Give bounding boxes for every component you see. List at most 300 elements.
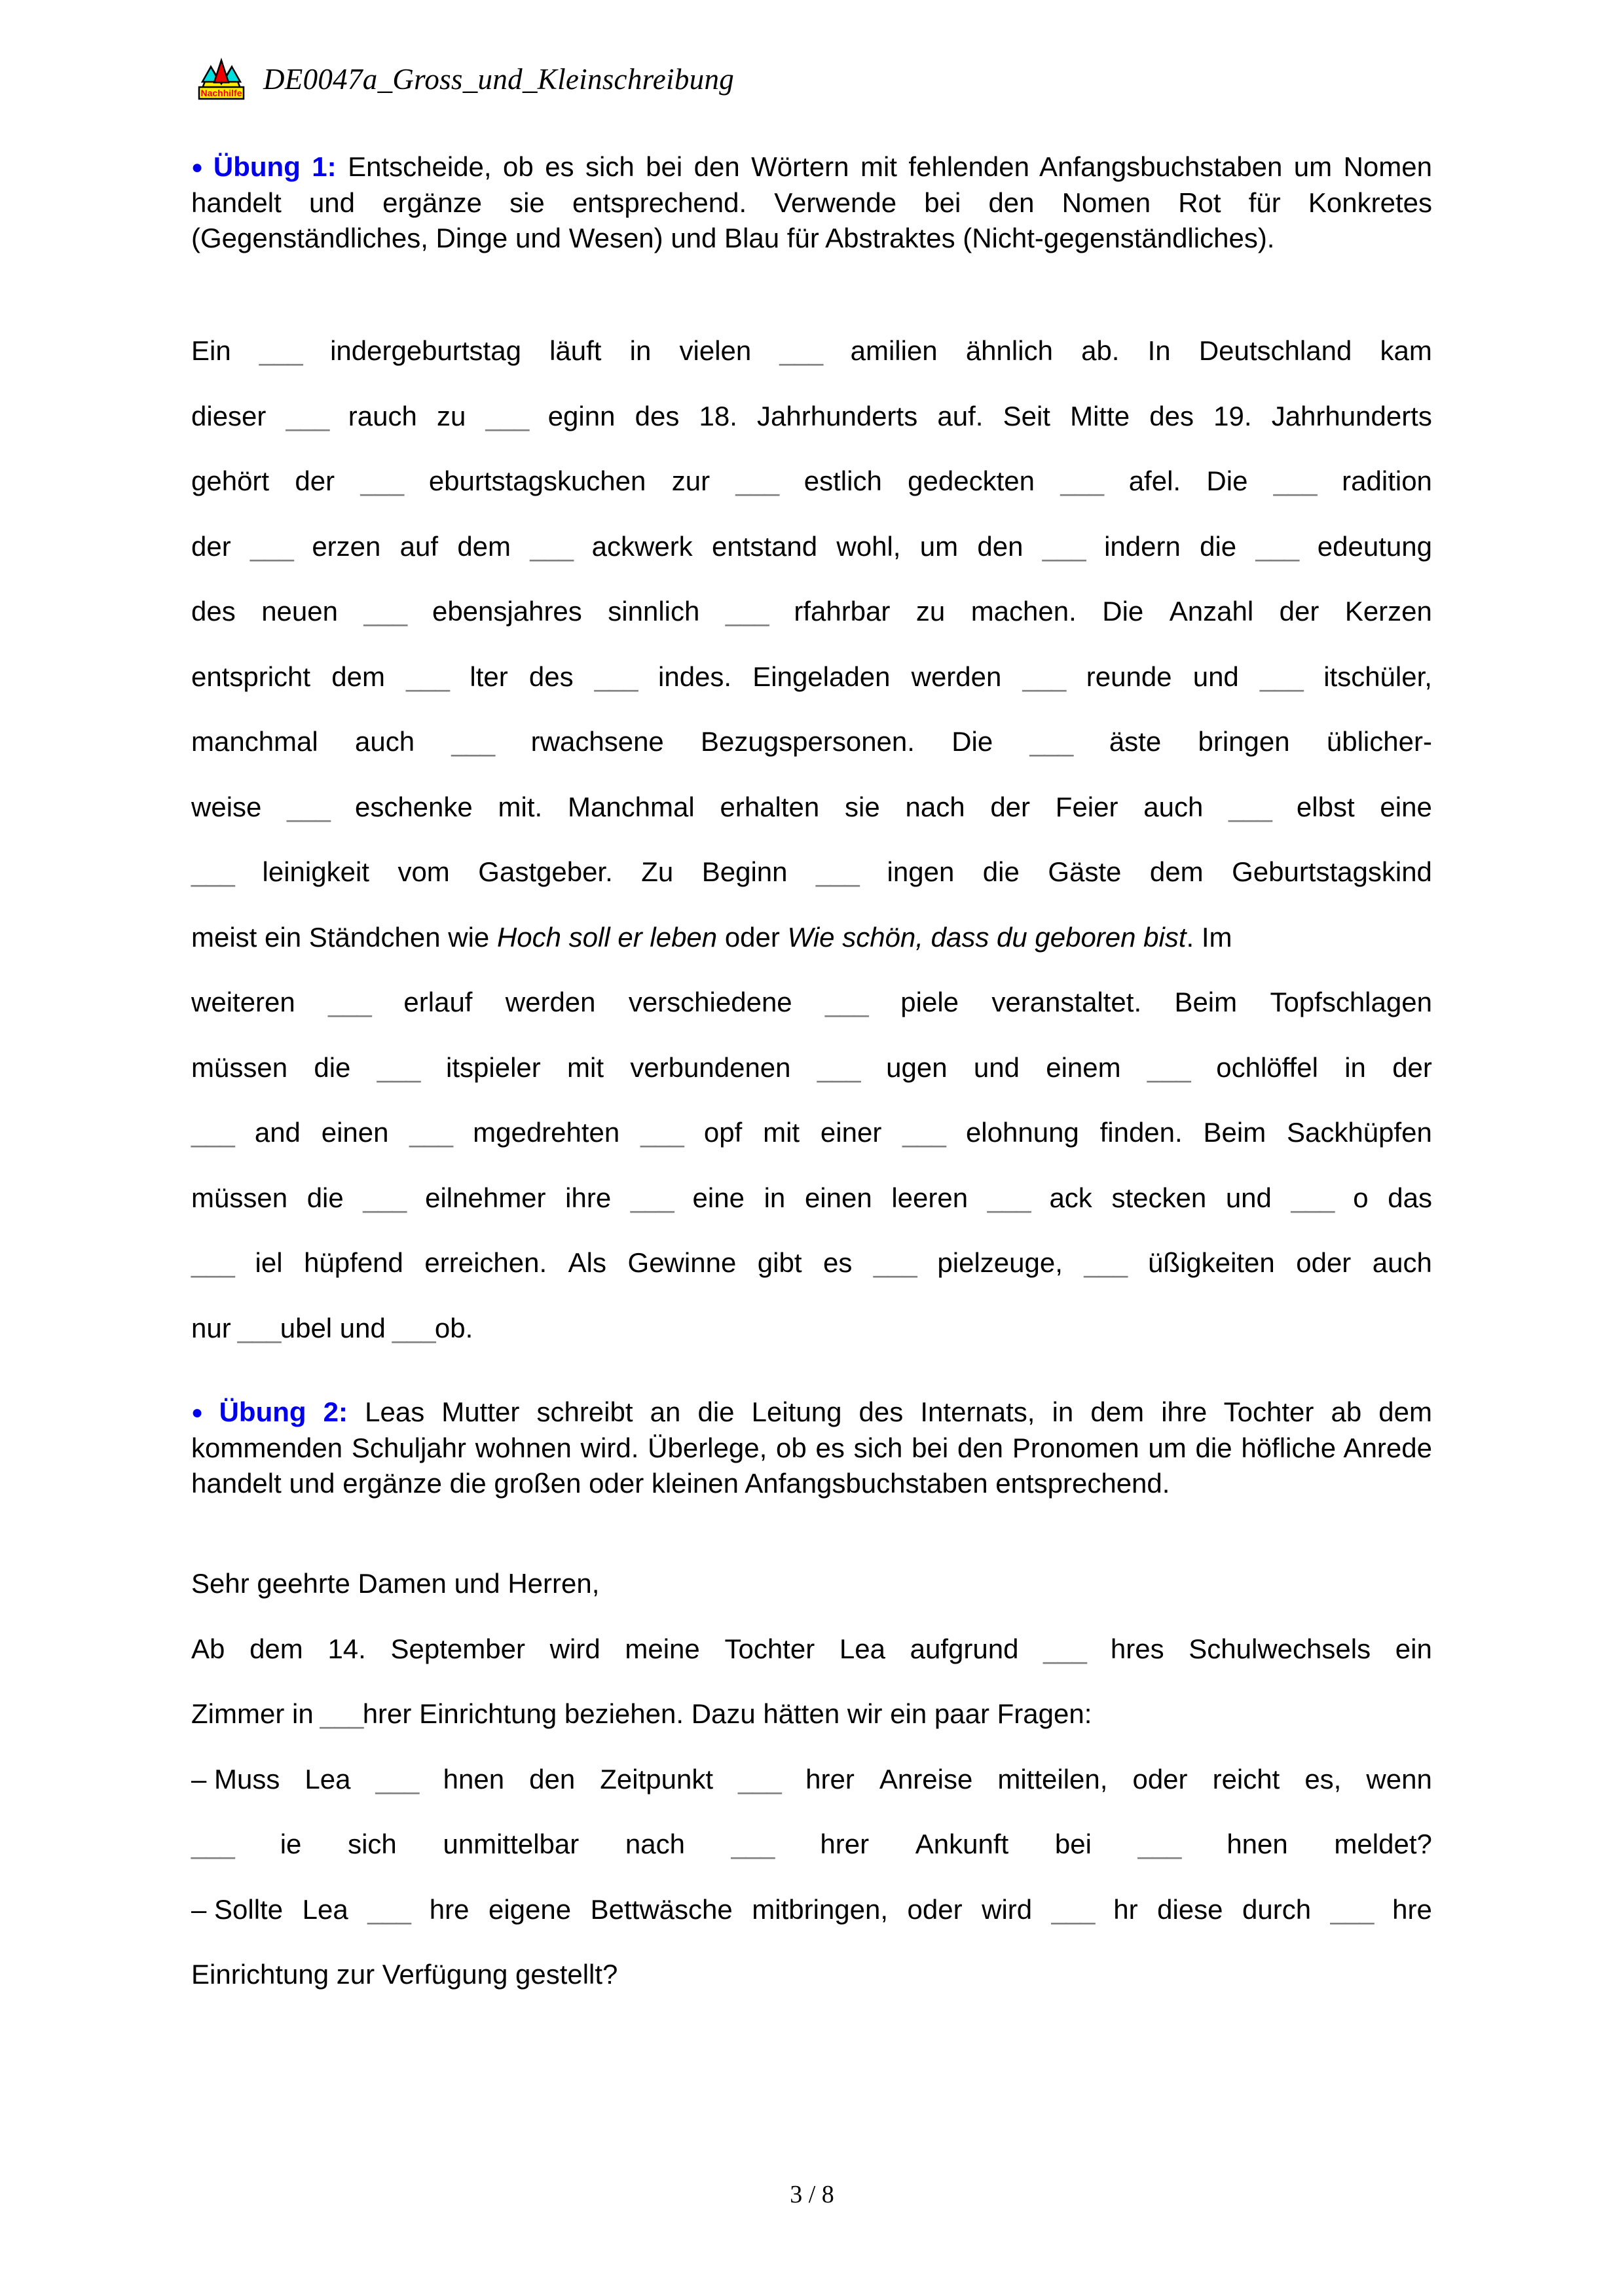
text-segment: es, bbox=[1304, 1763, 1342, 1795]
fill-in-blank[interactable]: ___ bbox=[1255, 530, 1299, 562]
text-segment: eine bbox=[692, 1182, 745, 1213]
text-segment: ein bbox=[257, 921, 302, 953]
fill-in-blank[interactable]: ___ bbox=[409, 1117, 452, 1148]
text-segment: Lea bbox=[839, 1633, 885, 1664]
text-segment: edeutung bbox=[1317, 530, 1432, 562]
text-segment: äste bbox=[1109, 726, 1162, 757]
text-segment: den bbox=[977, 530, 1024, 562]
fill-in-blank[interactable]: ___ bbox=[1228, 791, 1272, 822]
text-segment: einen bbox=[321, 1117, 389, 1148]
text-segment: . Im bbox=[1186, 921, 1232, 953]
text-segment: mitbringen, bbox=[752, 1893, 889, 1925]
text-segment: wird bbox=[982, 1893, 1033, 1925]
text-segment: Gäste bbox=[1048, 856, 1122, 887]
exercise-2-instruction bbox=[191, 1394, 1432, 1502]
text-segment: iel bbox=[255, 1247, 283, 1278]
text-segment: Verfügung bbox=[375, 1959, 508, 1990]
exercise-1-text-line bbox=[191, 728, 1432, 756]
text-segment: Lea bbox=[302, 1893, 348, 1925]
text-segment: beziehen. bbox=[557, 1698, 684, 1729]
text-segment: nach bbox=[905, 791, 965, 822]
text-segment: estlich bbox=[803, 465, 882, 496]
text-segment: Jahrhunderts bbox=[1271, 400, 1432, 431]
fill-in-blank[interactable]: ___ bbox=[287, 791, 330, 822]
text-segment: Beim bbox=[1174, 987, 1238, 1017]
text-segment: weiteren bbox=[191, 987, 295, 1017]
text-segment: in bbox=[629, 335, 652, 366]
text-segment: es bbox=[823, 1247, 853, 1278]
text-segment: Lea bbox=[304, 1763, 351, 1795]
text-segment: gedeckten bbox=[908, 465, 1035, 496]
text-segment: Sehr bbox=[191, 1568, 249, 1599]
exercise-1-instruction bbox=[191, 149, 1432, 257]
text-segment: die bbox=[306, 1182, 344, 1213]
text-segment: Ankunft bbox=[915, 1829, 1009, 1859]
text-segment: Hoch soll er leben bbox=[489, 921, 718, 953]
fill-in-blank[interactable]: ___ bbox=[1273, 465, 1316, 496]
fill-in-blank[interactable]: ___ bbox=[902, 1117, 946, 1148]
text-segment: hnen bbox=[443, 1763, 505, 1795]
text-segment: auch bbox=[1372, 1247, 1432, 1278]
text-segment: in bbox=[764, 1182, 786, 1213]
text-segment: ob. bbox=[434, 1312, 473, 1343]
text-segment: Gastgeber. bbox=[478, 856, 613, 887]
text-segment: lter bbox=[470, 661, 508, 692]
exercise-2-label: Übung 2: bbox=[219, 1396, 348, 1427]
text-segment: erzen bbox=[312, 530, 381, 562]
text-segment: läuft bbox=[549, 335, 602, 366]
text-segment: Manchmal bbox=[567, 791, 695, 822]
text-segment: üßigkeiten bbox=[1147, 1247, 1275, 1278]
exercise-2-text-line bbox=[191, 1831, 1432, 1858]
text-segment: Fragen: bbox=[989, 1698, 1092, 1729]
text-segment: hre bbox=[1392, 1893, 1432, 1925]
text-segment: müssen bbox=[191, 1051, 288, 1083]
fill-in-blank[interactable]: ___ bbox=[594, 661, 637, 692]
fill-in-blank[interactable]: ___ bbox=[1137, 1829, 1181, 1859]
fill-in-blank[interactable]: ___ bbox=[259, 335, 302, 366]
text-segment: Zimmer bbox=[191, 1698, 285, 1729]
text-segment: zur bbox=[329, 1959, 375, 1990]
fill-in-blank[interactable]: ___ bbox=[231, 1312, 280, 1343]
text-segment: nur bbox=[191, 1312, 231, 1343]
text-segment: oder bbox=[1296, 1247, 1352, 1278]
exercise-1-text-line bbox=[191, 1119, 1432, 1146]
fill-in-blank[interactable]: ___ bbox=[1259, 661, 1303, 692]
text-segment: werden bbox=[911, 661, 1002, 692]
text-segment: Als bbox=[568, 1247, 607, 1278]
fill-in-blank[interactable]: ___ bbox=[249, 530, 293, 562]
bullet-icon: ● bbox=[191, 1402, 213, 1424]
fill-in-blank[interactable]: ___ bbox=[360, 465, 403, 496]
text-segment: wir bbox=[840, 1698, 883, 1729]
text-segment: des bbox=[528, 661, 574, 692]
text-segment: Ein bbox=[191, 335, 231, 366]
text-segment: ein bbox=[882, 1698, 927, 1729]
text-segment: auf. bbox=[937, 400, 984, 431]
fill-in-blank[interactable]: ___ bbox=[725, 596, 768, 627]
text-segment: ebensjahres bbox=[432, 596, 582, 627]
text-segment: mgedrehten bbox=[473, 1117, 620, 1148]
text-segment: elbst bbox=[1296, 791, 1355, 822]
exercise-1-text-line bbox=[191, 1051, 1432, 1083]
text-segment: Bezugspersonen. bbox=[701, 726, 915, 757]
text-segment: erreichen. bbox=[424, 1247, 547, 1278]
text-segment: die bbox=[314, 1051, 351, 1083]
text-segment: Sackhüpfen bbox=[1287, 1117, 1432, 1148]
text-segment: einem bbox=[1046, 1051, 1121, 1083]
text-segment: vom bbox=[397, 856, 450, 887]
text-segment: des bbox=[191, 596, 236, 627]
exercise-1-text-line bbox=[191, 400, 1432, 431]
text-segment: 14. bbox=[327, 1633, 366, 1664]
text-segment: Deutschland bbox=[1198, 335, 1352, 366]
bullet-icon: ● bbox=[191, 156, 207, 179]
page-number: 3 / 8 bbox=[790, 2181, 834, 2208]
text-segment: ihre bbox=[565, 1182, 612, 1213]
text-segment: Mitte bbox=[1070, 400, 1130, 431]
fill-in-blank[interactable]: ___ bbox=[328, 987, 371, 1017]
text-segment: geehrte bbox=[249, 1568, 350, 1599]
fill-in-blank[interactable]: ___ bbox=[824, 987, 868, 1017]
text-segment: und bbox=[973, 1051, 1020, 1083]
text-segment: der bbox=[295, 465, 335, 496]
fill-in-blank[interactable]: ___ bbox=[363, 596, 407, 627]
text-segment: amilien bbox=[850, 335, 938, 366]
text-segment: unmittelbar bbox=[443, 1829, 580, 1859]
text-segment: Ab bbox=[191, 1633, 225, 1664]
logo-label: Nachhilfe bbox=[200, 88, 242, 98]
text-segment: ack bbox=[1049, 1182, 1092, 1213]
text-segment: Herren, bbox=[500, 1568, 600, 1599]
text-segment: rfahrbar bbox=[794, 596, 891, 627]
text-segment: der bbox=[1279, 596, 1320, 627]
exercise-2-text-line bbox=[191, 1570, 1432, 1597]
text-segment: hätten bbox=[755, 1698, 840, 1729]
text-segment: Anreise bbox=[879, 1763, 973, 1795]
text-segment: in bbox=[284, 1698, 314, 1729]
text-segment: und bbox=[1192, 661, 1239, 692]
text-segment: paar bbox=[927, 1698, 989, 1729]
text-segment: ugen bbox=[886, 1051, 948, 1083]
text-segment: auch bbox=[355, 726, 415, 757]
text-segment: – Sollte bbox=[191, 1893, 284, 1925]
fill-in-blank[interactable]: ___ bbox=[779, 335, 822, 366]
exercise-1-text-line bbox=[191, 921, 1432, 953]
fill-in-blank[interactable]: ___ bbox=[191, 1117, 234, 1148]
text-segment: itspieler bbox=[446, 1051, 541, 1083]
text-segment: der bbox=[1392, 1051, 1432, 1083]
exercise-2-text-line bbox=[191, 1893, 1432, 1925]
text-segment: stecken bbox=[1111, 1182, 1207, 1213]
text-segment: and bbox=[254, 1117, 301, 1148]
text-segment: Topfschlagen bbox=[1270, 987, 1432, 1017]
text-segment: Feier bbox=[1055, 791, 1118, 822]
text-segment: rauch bbox=[348, 400, 417, 431]
text-segment: indern bbox=[1104, 530, 1181, 562]
fill-in-blank[interactable]: ___ bbox=[817, 1051, 860, 1083]
text-segment: meldet? bbox=[1334, 1829, 1432, 1859]
fill-in-blank[interactable]: ___ bbox=[375, 1763, 418, 1795]
text-segment: Die bbox=[1102, 596, 1144, 627]
text-segment: ackwerk bbox=[591, 530, 693, 562]
exercise-2-text-line bbox=[191, 1700, 1432, 1728]
text-segment: des bbox=[635, 400, 680, 431]
exercise-1-text-line bbox=[191, 530, 1432, 562]
fill-in-blank[interactable]: ___ bbox=[1330, 1893, 1373, 1925]
text-segment: ubel bbox=[280, 1312, 333, 1343]
fill-in-blank[interactable]: ___ bbox=[1029, 726, 1073, 757]
text-segment: 19. bbox=[1213, 400, 1252, 431]
text-segment: Seit bbox=[1003, 400, 1050, 431]
text-segment: dem bbox=[1149, 856, 1204, 887]
text-segment: den bbox=[529, 1763, 576, 1795]
text-segment: werden bbox=[505, 987, 596, 1017]
document-header bbox=[196, 56, 734, 102]
exercise-1-text-line bbox=[191, 1184, 1432, 1212]
text-segment: Gewinne bbox=[627, 1247, 737, 1278]
fill-in-blank[interactable]: ___ bbox=[1060, 465, 1103, 496]
text-segment: elohnung bbox=[965, 1117, 1079, 1148]
text-segment: das bbox=[1388, 1182, 1432, 1213]
text-segment: mit bbox=[567, 1051, 604, 1083]
text-segment: hrer bbox=[805, 1763, 855, 1795]
fill-in-blank[interactable]: ___ bbox=[735, 465, 779, 496]
fill-in-blank[interactable]: ___ bbox=[1051, 1893, 1094, 1925]
text-segment: einer bbox=[820, 1117, 882, 1148]
text-segment: Kerzen bbox=[1344, 596, 1432, 627]
text-segment: Wie schön, dass du geboren bist bbox=[779, 921, 1187, 953]
text-segment: o bbox=[1353, 1182, 1369, 1213]
exercise-1-text-line bbox=[191, 1312, 1432, 1343]
fill-in-blank[interactable]: ___ bbox=[451, 726, 494, 757]
text-segment: durch bbox=[1242, 1893, 1312, 1925]
text-segment: hüpfend bbox=[304, 1247, 403, 1278]
exercise-1-text-line bbox=[191, 598, 1432, 625]
text-segment: und bbox=[332, 1312, 386, 1343]
text-segment: gestellt? bbox=[507, 1959, 618, 1990]
text-segment: dem bbox=[331, 661, 385, 692]
text-segment: und bbox=[1225, 1182, 1272, 1213]
text-segment: hrer bbox=[362, 1698, 412, 1729]
text-segment: eschenke bbox=[354, 791, 473, 822]
text-segment: In bbox=[1147, 335, 1171, 366]
text-segment: ie bbox=[280, 1829, 302, 1859]
text-segment: der bbox=[191, 530, 231, 562]
text-segment: dieser bbox=[191, 400, 267, 431]
text-segment: radition bbox=[1342, 465, 1432, 496]
text-segment: des bbox=[1149, 400, 1194, 431]
text-segment: ab. bbox=[1081, 335, 1120, 366]
fill-in-blank[interactable]: ___ bbox=[630, 1182, 673, 1213]
text-segment: oder bbox=[907, 1893, 963, 1925]
fill-in-blank[interactable]: ___ bbox=[1084, 1247, 1127, 1278]
fill-in-blank[interactable]: ___ bbox=[385, 1312, 435, 1343]
fill-in-blank[interactable]: ___ bbox=[1042, 530, 1085, 562]
text-segment: reicht bbox=[1212, 1763, 1280, 1795]
text-segment: der bbox=[990, 791, 1031, 822]
exercise-1-text-line bbox=[191, 858, 1432, 886]
text-segment: erhalten bbox=[720, 791, 820, 822]
text-segment: zur bbox=[671, 465, 710, 496]
text-segment: leinigkeit bbox=[262, 856, 369, 887]
text-segment: Bettwäsche bbox=[590, 1893, 733, 1925]
exercise-2-instruction-text: Leas Mutter schreibt an die Leitung des Internats, in dem ihre Tochter ab dem kommenden Schuljahr wohnen wird. Überlege, ob es sich bei den Pronomen um die höfliche Anrede handelt und ergänze die großen oder kleinen Anfangsbuchstaben entsprechend. bbox=[191, 1396, 1433, 1499]
text-segment: nach bbox=[625, 1829, 685, 1859]
text-segment: bei bbox=[1054, 1829, 1092, 1859]
text-segment: eburtstagskuchen bbox=[428, 465, 646, 496]
fill-in-blank[interactable]: ___ bbox=[987, 1182, 1030, 1213]
text-segment: eginn bbox=[547, 400, 616, 431]
fill-in-blank[interactable]: ___ bbox=[485, 400, 528, 431]
fill-in-blank[interactable]: ___ bbox=[191, 1247, 234, 1278]
text-segment: entstand bbox=[711, 530, 818, 562]
text-segment: Die bbox=[951, 726, 993, 757]
text-segment: reunde bbox=[1086, 661, 1172, 692]
text-segment: hre bbox=[429, 1893, 470, 1925]
fill-in-blank[interactable]: ___ bbox=[363, 1182, 406, 1213]
fill-in-blank[interactable]: ___ bbox=[738, 1763, 781, 1795]
exercise-1-text-line bbox=[191, 467, 1432, 495]
text-segment: entspricht bbox=[191, 661, 311, 692]
text-segment: rwachsene bbox=[530, 726, 664, 757]
text-segment: meist bbox=[191, 921, 257, 953]
fill-in-blank[interactable]: ___ bbox=[191, 1829, 234, 1859]
text-segment: diese bbox=[1157, 1893, 1223, 1925]
text-segment: manchmal bbox=[191, 726, 318, 757]
fill-in-blank[interactable]: ___ bbox=[640, 1117, 684, 1148]
text-segment: Anzahl bbox=[1169, 596, 1254, 627]
text-segment: mit. bbox=[498, 791, 543, 822]
text-segment: ähnlich bbox=[965, 335, 1053, 366]
text-segment: Jahrhunderts bbox=[757, 400, 918, 431]
text-segment: wie bbox=[440, 921, 490, 953]
text-segment: ingen bbox=[887, 856, 955, 887]
text-segment: hres bbox=[1110, 1633, 1164, 1664]
exercise-1-instruction-text: Entscheide, ob es sich bei den Wörtern mit fehlenden Anfangsbuchstaben um Nomen handelt und ergänze sie entsprechend. Verwende bei den Nomen Rot für Konkretes (Gegenständliches, Dinge und Wesen) und Blau für Abstraktes (Nicht-gegenständliches). bbox=[191, 151, 1432, 254]
text-segment: indergeburtstag bbox=[330, 335, 521, 366]
text-segment: leeren bbox=[891, 1182, 969, 1213]
text-segment: finden. bbox=[1099, 1117, 1183, 1148]
text-segment: müssen bbox=[191, 1182, 288, 1213]
text-segment: die bbox=[1200, 530, 1237, 562]
fill-in-blank[interactable]: ___ bbox=[286, 400, 329, 431]
text-segment: eigene bbox=[488, 1893, 572, 1925]
text-segment: Zu bbox=[641, 856, 674, 887]
text-segment: Geburtstagskind bbox=[1232, 856, 1432, 887]
fill-in-blank[interactable]: ___ bbox=[816, 856, 859, 887]
fill-in-blank[interactable]: ___ bbox=[377, 1051, 420, 1083]
exercise-2-text-line bbox=[191, 1961, 1432, 1988]
exercise-2-text-line bbox=[191, 1763, 1432, 1795]
text-segment: hnen bbox=[1227, 1829, 1288, 1859]
text-segment: 18. bbox=[699, 400, 737, 431]
text-segment: veranstaltet. bbox=[991, 987, 1142, 1017]
exercise-1-text-line bbox=[191, 793, 1432, 821]
text-segment: üblicher- bbox=[1326, 726, 1432, 757]
fill-in-blank[interactable]: ___ bbox=[873, 1247, 916, 1278]
fill-in-blank[interactable]: ___ bbox=[731, 1829, 774, 1859]
text-segment: oder bbox=[1132, 1763, 1188, 1795]
text-segment: um bbox=[919, 530, 959, 562]
fill-in-blank[interactable]: ___ bbox=[1022, 661, 1065, 692]
exercise-2-text-line bbox=[191, 1635, 1432, 1663]
text-segment: Damen bbox=[350, 1568, 447, 1599]
text-segment: hrer bbox=[820, 1829, 870, 1859]
fill-in-blank[interactable]: ___ bbox=[1291, 1182, 1334, 1213]
text-segment: auch bbox=[1143, 791, 1204, 822]
text-segment: afel. bbox=[1128, 465, 1181, 496]
text-segment: Ständchen bbox=[301, 921, 441, 953]
text-segment: oder bbox=[717, 921, 780, 953]
text-segment: Die bbox=[1206, 465, 1248, 496]
fill-in-blank[interactable]: ___ bbox=[313, 1698, 363, 1729]
fill-in-blank[interactable]: ___ bbox=[406, 661, 449, 692]
text-segment: gibt bbox=[757, 1247, 802, 1278]
text-segment: eine bbox=[1380, 791, 1432, 822]
text-segment: eilnehmer bbox=[425, 1182, 546, 1213]
text-segment: einen bbox=[804, 1182, 872, 1213]
text-segment: und bbox=[446, 1568, 500, 1599]
text-segment: mitteilen, bbox=[997, 1763, 1108, 1795]
fill-in-blank[interactable]: ___ bbox=[1043, 1633, 1086, 1664]
text-segment: weise bbox=[191, 791, 262, 822]
text-segment: wohl, bbox=[836, 530, 901, 562]
document-title: DE0047a_Gross_und_Kleinschreibung bbox=[263, 63, 735, 96]
text-segment: Beim bbox=[1203, 1117, 1266, 1148]
exercise-1-text-line bbox=[191, 989, 1432, 1016]
text-segment: Zeitpunkt bbox=[600, 1763, 714, 1795]
text-segment: – Muss bbox=[191, 1763, 280, 1795]
text-segment: neuen bbox=[261, 596, 338, 627]
text-segment: zu bbox=[436, 400, 466, 431]
text-segment: in bbox=[1344, 1051, 1366, 1083]
text-segment: wird bbox=[549, 1633, 600, 1664]
text-segment: wenn bbox=[1366, 1763, 1432, 1795]
text-segment: Dazu bbox=[684, 1698, 756, 1729]
text-segment: Beginn bbox=[701, 856, 788, 887]
fill-in-blank[interactable]: ___ bbox=[1147, 1051, 1190, 1083]
text-segment: verschiedene bbox=[628, 987, 792, 1017]
text-segment: indes. bbox=[658, 661, 732, 692]
text-segment: kam bbox=[1380, 335, 1432, 366]
text-segment: erlauf bbox=[403, 987, 473, 1017]
text-segment: sinnlich bbox=[608, 596, 700, 627]
text-segment: opf bbox=[703, 1117, 743, 1148]
text-segment: pielzeuge, bbox=[937, 1247, 1063, 1278]
text-segment: bringen bbox=[1198, 726, 1290, 757]
text-segment: piele bbox=[900, 987, 959, 1017]
text-segment: verbundenen bbox=[630, 1051, 791, 1083]
text-segment: Eingeladen bbox=[752, 661, 891, 692]
text-segment: auf bbox=[399, 530, 439, 562]
text-segment: Einrichtung bbox=[411, 1698, 557, 1729]
fill-in-blank[interactable]: ___ bbox=[191, 856, 234, 887]
exercise-1-label: Übung 1: bbox=[213, 151, 337, 182]
text-segment: hr bbox=[1113, 1893, 1138, 1925]
exercise-1-text-line bbox=[191, 337, 1432, 365]
fill-in-blank[interactable]: ___ bbox=[530, 530, 573, 562]
text-segment: sie bbox=[845, 791, 880, 822]
text-segment: sich bbox=[348, 1829, 397, 1859]
text-segment: zu bbox=[915, 596, 946, 627]
text-segment: dem bbox=[249, 1633, 303, 1664]
text-segment: vielen bbox=[679, 335, 752, 366]
text-segment: Einrichtung bbox=[191, 1959, 329, 1990]
text-segment: September bbox=[390, 1633, 525, 1664]
text-segment: Tochter bbox=[724, 1633, 815, 1664]
fill-in-blank[interactable]: ___ bbox=[367, 1893, 411, 1925]
